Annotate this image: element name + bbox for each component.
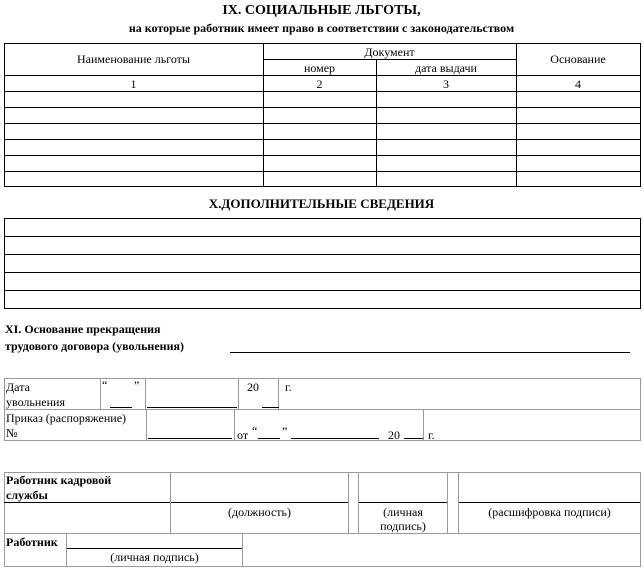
order-year-prefix: 20 (388, 428, 400, 442)
order-month-field[interactable] (291, 423, 379, 438)
col-num-1: 1 (130, 77, 137, 91)
order-date-quote-close: ” (282, 424, 288, 438)
section-9-subtitle: на которые работник имеет право в соответствии с законодательством (128, 21, 515, 35)
order-year-field[interactable] (404, 423, 423, 438)
signature-caption-line1: (личная (383, 505, 423, 519)
dismissal-year-suffix: г. (285, 380, 292, 394)
section-11-title-line1: XI. Основание прекращения (5, 322, 161, 336)
section-9-title: IX. СОЦИАЛЬНЫЕ ЛЬГОТЫ, (222, 3, 421, 18)
hr-label-line1: Работник кадровой (6, 473, 112, 487)
order-from-label: от (237, 428, 249, 442)
signature-caption-line2: подпись) (380, 519, 426, 533)
col-number-header: номер (303, 61, 336, 75)
dismissal-date-label-line2: увольнения (6, 395, 65, 409)
employee-label: Работник (6, 535, 58, 549)
hr-label-line2: службы (6, 488, 48, 502)
dismissal-date-label-line1: Дата (6, 380, 30, 394)
hr-signature-decoding-field[interactable] (459, 478, 640, 502)
employee-signature-caption: (личная подпись) (110, 550, 199, 564)
col-benefit-name-header: Наименование льготы (77, 52, 190, 66)
dismissal-date-quote-open: “ (102, 378, 108, 392)
order-date-quote-open: “ (252, 424, 258, 438)
decoding-caption: (расшифровка подписи) (488, 505, 611, 519)
hr-signature-field[interactable] (359, 478, 447, 502)
order-year-suffix: г. (428, 428, 435, 442)
col-document-header: Документ (364, 45, 415, 59)
dismissal-year-field[interactable] (262, 392, 279, 407)
position-caption: (должность) (228, 505, 291, 519)
order-number-field[interactable] (148, 423, 232, 438)
order-label-line1: Приказ (распоряжение) (6, 411, 127, 425)
col-num-3: 3 (443, 77, 449, 91)
col-num-2: 2 (316, 77, 323, 91)
section-11-title-line2: трудового договора (увольнения) (5, 339, 184, 353)
dismissal-day-field[interactable] (110, 392, 132, 407)
col-basis-header: Основание (550, 52, 606, 66)
section-10-title: X.ДОПОЛНИТЕЛЬНЫЕ СВЕДЕНИЯ (208, 196, 435, 211)
order-day-field[interactable] (258, 423, 280, 438)
col-num-4: 4 (575, 77, 581, 91)
dismissal-month-field[interactable] (147, 392, 237, 407)
hr-position-field[interactable] (171, 478, 348, 502)
termination-basis-line (230, 352, 630, 353)
order-label-line2: № (6, 426, 18, 440)
col-date-header: дата выдачи (415, 61, 477, 75)
employee-signature-field[interactable] (67, 535, 242, 548)
dismissal-date-quote-close: ” (134, 378, 140, 392)
dismissal-year-prefix: 20 (247, 380, 259, 394)
